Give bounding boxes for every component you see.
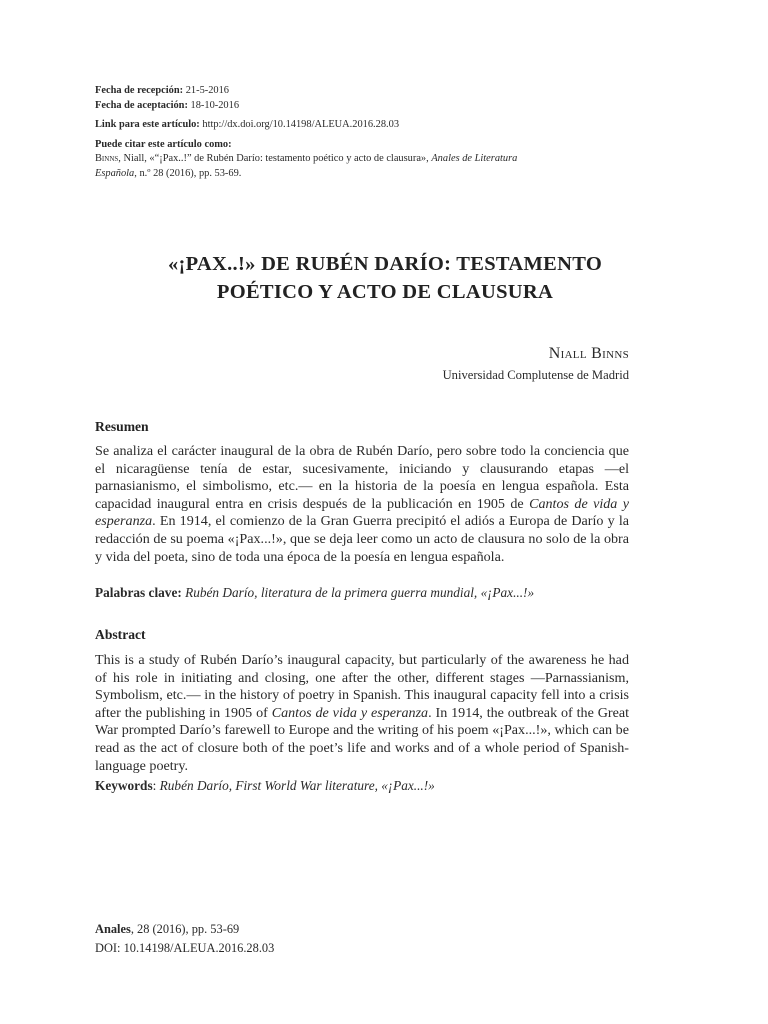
cite-label: Puede citar este artículo como: [95, 138, 232, 150]
citation-line-2: Española, n.º 28 (2016), pp. 53-69. [95, 167, 242, 179]
doi-link[interactable]: http://dx.doi.org/10.14198/ALEUA.2016.28.03 [202, 119, 400, 130]
author-affiliation: Universidad Complutense de Madrid [442, 368, 629, 382]
abstract-text: This is a study of Rubén Darío’s inaugural capacity, but particularly of the awareness he had of his role in initiating and closing, one after the other, different stages —Parnassianism, Symbolism, etc.— in the history of poetry in Spanish. This inaugural capacity fell into a crisis after the publishing in 1905 of Cantos de vida y esperanza. In 1914, the outbreak of the Great War prompted Darío’s farewell to Europe and the writing of his poem «¡Pax...!», which can be read as the act of closure both of the poet’s life and works and of a whole period of Spanish-language poetry. [95, 652, 629, 774]
page-footer [95, 920, 274, 958]
citation-line-1: Binns, Niall, «“¡Pax..!” de Rubén Darío: testamento poético y acto de clausura», Anales de Literatura [95, 153, 518, 164]
received-date: Fecha de recepción: 21-5-2016 [95, 85, 230, 96]
journal-issue: Anales, 28 (2016), pp. 53-69 [95, 922, 240, 936]
article-link: Link para este artículo: http://dx.doi.org/10.14198/ALEUA.2016.28.03 [95, 119, 400, 130]
keywords: Keywords: Rubén Darío, First World War literature, «¡Pax...!» [95, 778, 435, 793]
article-title: «¡PAX..!» DE RUBÉN DARÍO: TESTAMENTO POÉTICO Y ACTO DE CLAUSURA [167, 253, 603, 303]
resumen-text: Se analiza el carácter inaugural de la obra de Rubén Darío, pero sobre todo la conciencia que el nicaragüense tenía de estar, sucesivamente, iniciando y clausurando etapas —el parnasianismo, el simbolismo, etc.— en la historia de la poesía en lengua española. Esta capacidad inaugural entra en crisis después de la publicación en 1905 de Cantos de vida y esperanza. En 1914, el comienzo de la Gran Guerra precipitó el adiós a Europa de Darío y la redacción de su poema «¡Pax...!», que se deja leer como un acto de clausura no solo de la obra y vida del poeta, sino de toda una época de la poesía en lengua española. [95, 443, 629, 565]
author-name: Niall Binns [548, 345, 629, 362]
resumen-heading: Resumen [95, 419, 149, 434]
article-metadata [95, 84, 635, 181]
footer-doi: DOI: 10.14198/ALEUA.2016.28.03 [95, 941, 275, 955]
abstract-heading: Abstract [95, 627, 146, 642]
palabras-clave: Palabras clave: Rubén Darío, literatura de la primera guerra mundial, «¡Pax...!» [95, 585, 535, 600]
accepted-date: Fecha de aceptación: 18-10-2016 [95, 99, 240, 111]
